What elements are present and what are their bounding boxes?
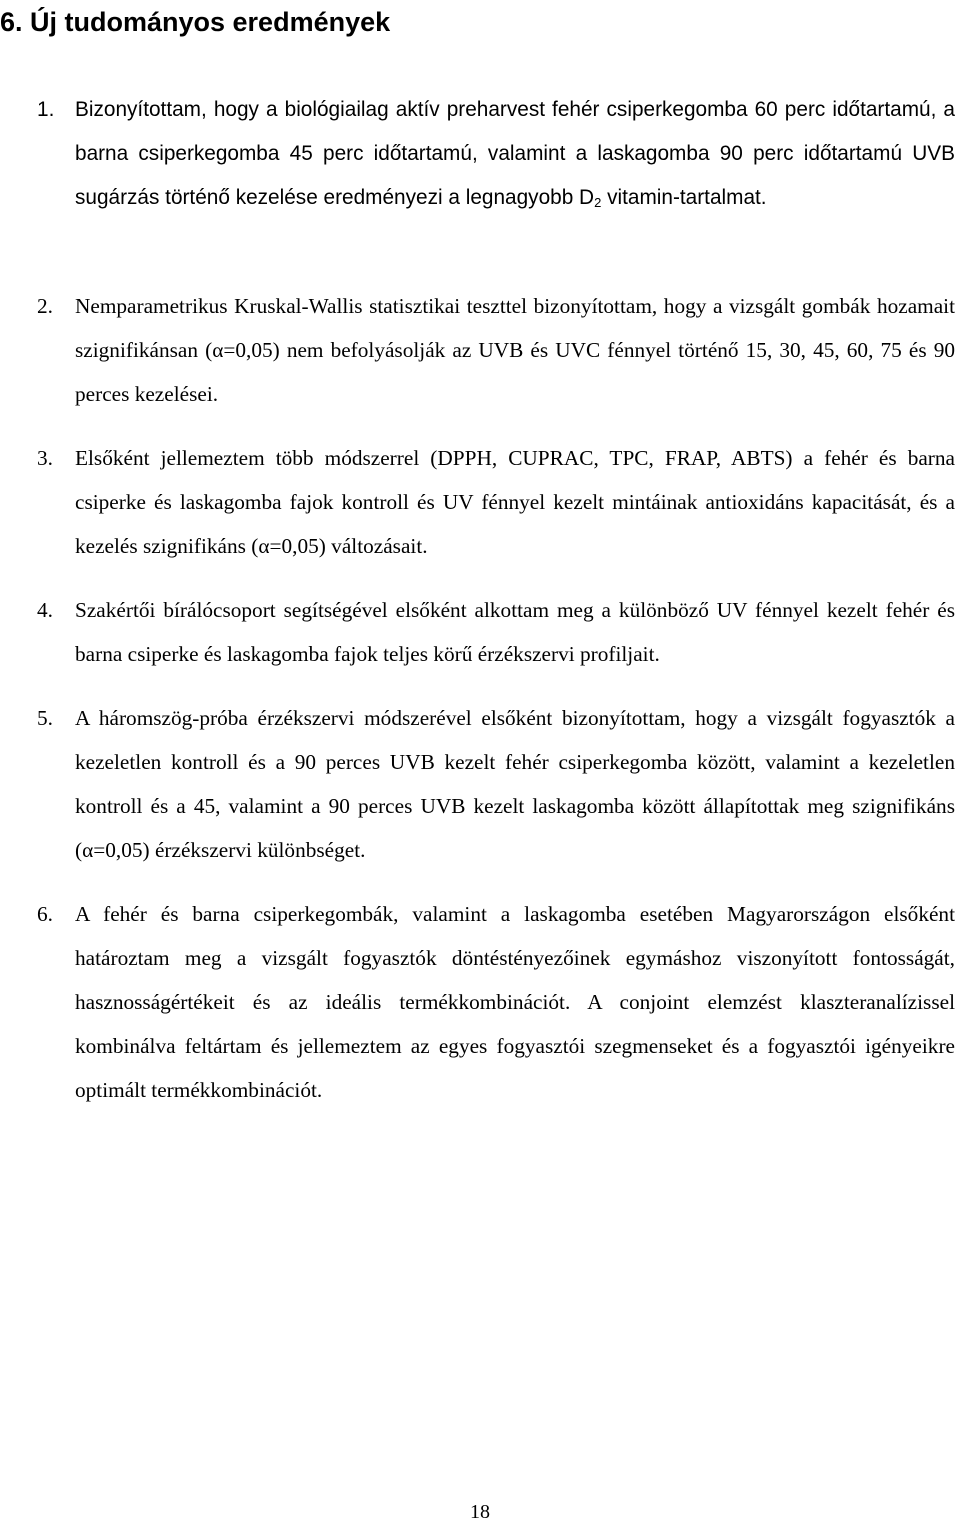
item-text: Szakértői bírálócsoport segítségével elsőként alkottam meg a különböző UV fénnyel kezelt fehér és barna csiperke és laskagomba fajok teljes körű érzékszervi profiljait. xyxy=(75,598,955,666)
item-text: A háromszög-próba érzékszervi módszerével elsőként bizonyítottam, hogy a vizsgált fogyasztók a kezeletlen kontroll és a 90 perces UVB kezelt fehér csiperkegomba között, valamint a kezeletlen kontroll és a 45, valamint a 90 perces UVB kezelt laskagomba között állapítottak meg szignifikáns (α=0,05) érzékszervi különbséget. xyxy=(75,706,955,862)
list-item xyxy=(37,88,955,225)
section-heading: 6. Új tudományos eredmények xyxy=(0,7,391,37)
item-number: 5. xyxy=(37,706,53,730)
item-text: Elsőként jellemeztem több módszerrel (DPPH, CUPRAC, TPC, FRAP, ABTS) a fehér és barna csiperke és laskagomba fajok kontroll és UV fénnyel kezelt mintáinak antioxidáns kapacitását, és a kezelés szignifikáns (α=0,05) változásait. xyxy=(75,446,955,558)
item-number: 3. xyxy=(37,446,53,470)
list-item xyxy=(37,892,955,1112)
list-item xyxy=(37,436,955,568)
list-item xyxy=(37,696,955,872)
item-text xyxy=(75,88,955,225)
list-item xyxy=(37,588,955,676)
list-item xyxy=(37,284,955,416)
page-number: 18 xyxy=(470,1501,490,1523)
item-text: A fehér és barna csiperkegombák, valamint a laskagomba esetében Magyarországon elsőként határoztam meg a vizsgált fogyasztók döntéstényezőinek egymáshoz viszonyított fontosságát, hasznosságértékeit és az ideális termékkombinációt. A conjoint elemzést klaszteranalízissel kombinálva feltártam és jellemeztem az egyes fogyasztói szegmenseket és a fogyasztói igényeikre optimált termékkombinációt. xyxy=(75,902,955,1102)
item-number: 1. xyxy=(37,98,55,121)
item-number: 2. xyxy=(37,294,53,318)
item-number: 4. xyxy=(37,598,53,622)
item-text-tail: vitamin-tartalmat. xyxy=(601,186,767,209)
item-text-main: Bizonyítottam, hogy a biológiailag aktív preharvest fehér csiperkegomba 60 perc időtartamú, a barna csiperkegomba 45 perc időtartamú, valamint a laskagomba 90 perc időtartamú UVB sugárzás történő kezelése eredményezi a legnagyobb D xyxy=(75,98,955,209)
item-number: 6. xyxy=(37,902,53,926)
subscript: 2 xyxy=(594,195,602,210)
item-text: Nemparametrikus Kruskal-Wallis statisztikai teszttel bizonyítottam, hogy a vizsgált gombák hozamait szignifikánsan (α=0,05) nem befolyásolják az UVB és UVC fénnyel történő 15, 30, 45, 60, 75 és 90 perces kezelései. xyxy=(75,294,955,406)
